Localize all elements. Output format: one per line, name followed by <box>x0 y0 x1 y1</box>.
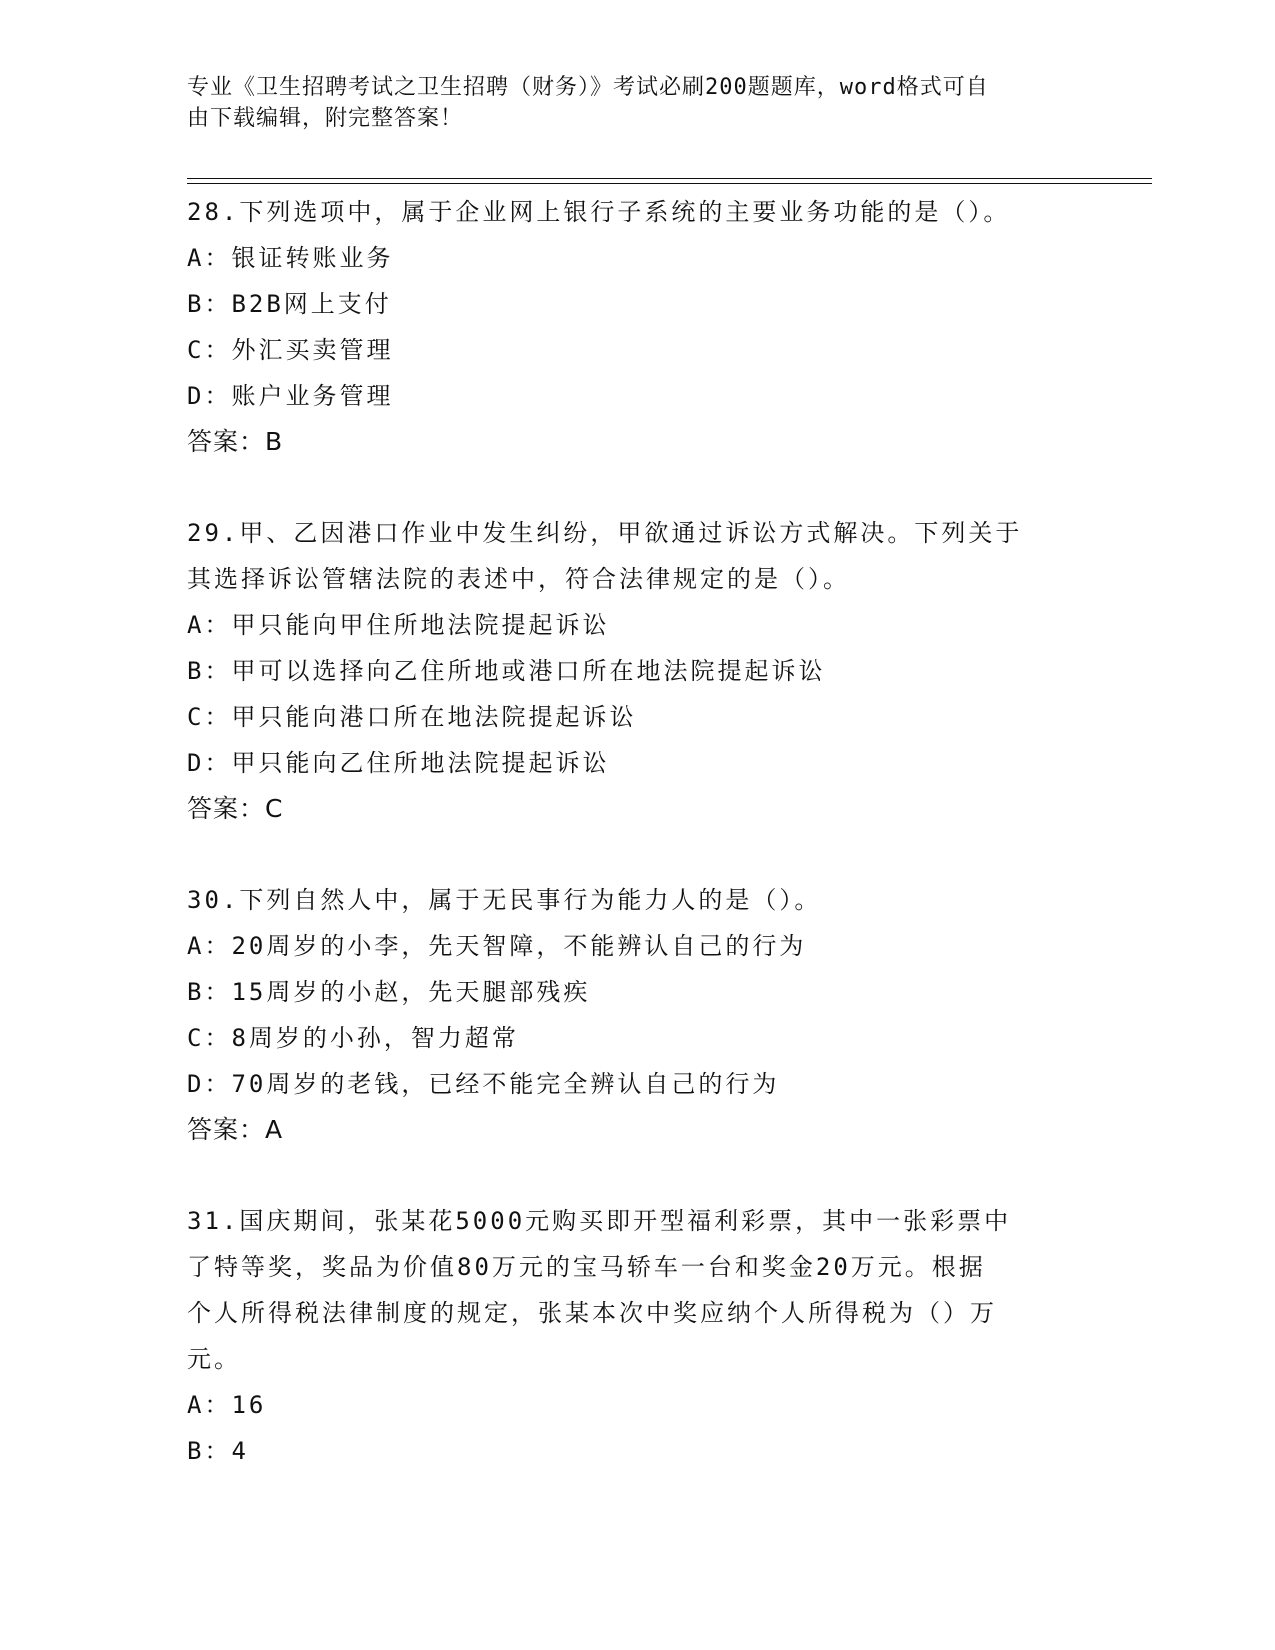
question-stem: 29.甲、乙因港口作业中发生纠纷，甲欲通过诉讼方式解决。下列关于 <box>187 519 1023 547</box>
option-b: B：B2B网上支付 <box>187 290 392 318</box>
option-d: D：70周岁的老钱，已经不能完全辨认自己的行为 <box>187 1070 780 1098</box>
option-b: B：甲可以选择向乙住所地或港口所在地法院提起诉讼 <box>187 657 826 685</box>
option-c: C：甲只能向港口所在地法院提起诉讼 <box>187 703 637 731</box>
question-stem: 个人所得税法律制度的规定，张某本次中奖应纳个人所得税为（）万 <box>187 1299 997 1327</box>
question-stem: 了特等奖，奖品为价值80万元的宝马轿车一台和奖金20万元。根据 <box>187 1253 986 1281</box>
question-stem: 其选择诉讼管辖法院的表述中，符合法律规定的是（）。 <box>187 565 850 593</box>
question-stem: 28.下列选项中，属于企业网上银行子系统的主要业务功能的是（）。 <box>187 198 1011 226</box>
option-a: A：20周岁的小李，先天智障，不能辨认自己的行为 <box>187 932 807 960</box>
option-a: A：甲只能向甲住所地法院提起诉讼 <box>187 611 610 639</box>
answer-line: 答案：C <box>187 794 284 823</box>
option-a: A：16 <box>187 1391 267 1419</box>
question-29 <box>187 510 1067 832</box>
question-stem: 31.国庆期间，张某花5000元购买即开型福利彩票，其中一张彩票中 <box>187 1207 1012 1235</box>
question-stem: 30.下列自然人中，属于无民事行为能力人的是（）。 <box>187 886 822 914</box>
question-28 <box>187 189 1067 465</box>
option-b: B：4 <box>187 1437 249 1465</box>
header-divider-bottom <box>187 183 1152 184</box>
header-line-1: 专业《卫生招聘考试之卫生招聘（财务）》考试必刷200题题库，word格式可自 <box>187 75 989 100</box>
question-30 <box>187 877 1067 1153</box>
spacer <box>187 1153 1067 1198</box>
option-d: D：账户业务管理 <box>187 382 394 410</box>
option-d: D：甲只能向乙住所地法院提起诉讼 <box>187 749 610 777</box>
answer-line: 答案：B <box>187 427 284 456</box>
question-31 <box>187 1198 1067 1474</box>
question-stem: 元。 <box>187 1345 241 1373</box>
spacer <box>187 465 1067 510</box>
option-c: C：外汇买卖管理 <box>187 336 394 364</box>
header-divider-top <box>187 178 1152 179</box>
option-c: C：8周岁的小孙，智力超常 <box>187 1024 519 1052</box>
header-line-2: 由下载编辑，附完整答案！ <box>187 106 464 131</box>
option-b: B：15周岁的小赵，先天腿部残疾 <box>187 978 591 1006</box>
spacer <box>187 832 1067 877</box>
answer-line: 答案：A <box>187 1115 284 1144</box>
question-list <box>187 189 1067 1474</box>
document-header <box>187 72 1067 134</box>
option-a: A：银证转账业务 <box>187 244 394 272</box>
